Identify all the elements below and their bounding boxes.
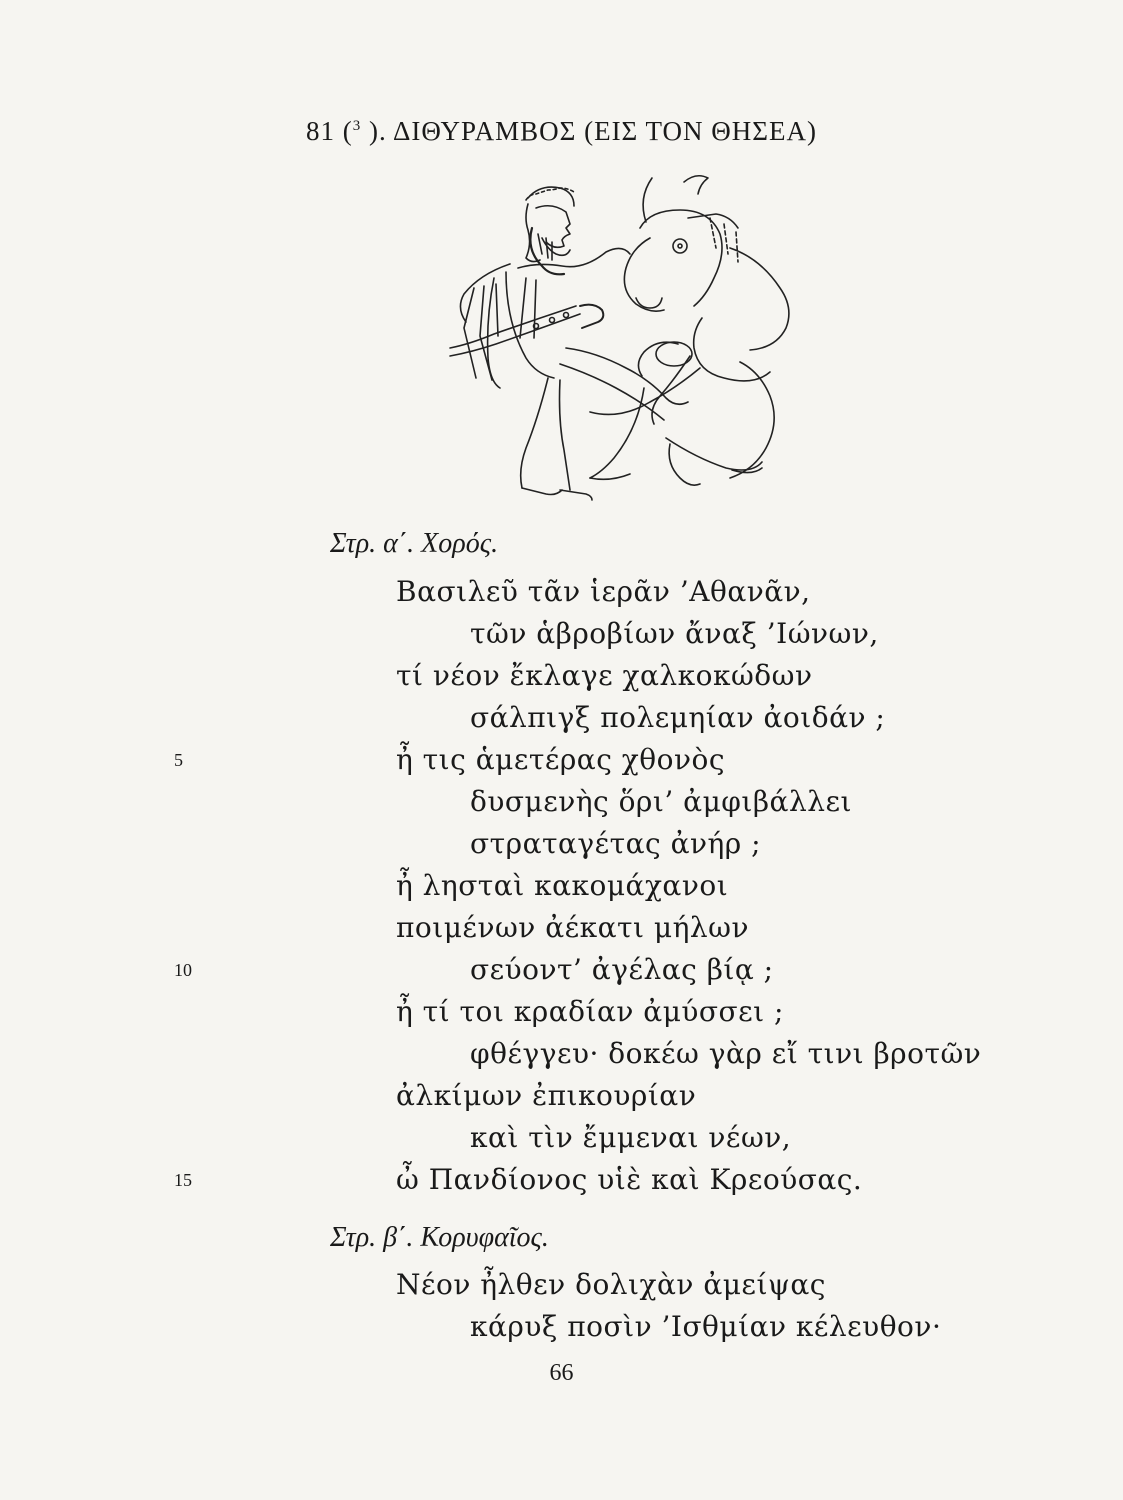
verse-line: ἦ τί τοι κραδίαν ἀμύσσει ; bbox=[396, 995, 784, 1028]
verse-line: στραταγέτας ἀνήρ ; bbox=[470, 827, 762, 860]
verse-line: καὶ τὶν ἔμμεναι νέων, bbox=[470, 1121, 792, 1154]
line-number: 5 bbox=[174, 750, 183, 770]
verse-line: ἦ τις ἁμετέρας χθονὸς bbox=[396, 743, 726, 776]
verse-line: ἦ λησταὶ κακομάχανοι bbox=[396, 869, 729, 902]
verse-line: σάλπιγξ πολεμηίαν ἀοιδάν ; bbox=[470, 701, 886, 734]
verse-line: τῶν ἁβροβίων ἄναξ ’Ιώνων, bbox=[470, 617, 879, 650]
verse-line: κάρυξ ποσὶν ’Ισθμίαν κέλευθον· bbox=[470, 1310, 942, 1343]
verse-line: φθέγγευ· δοκέω γὰρ εἴ τινι βροτῶν bbox=[470, 1037, 982, 1070]
verse-line: τί νέον ἔκλαγε χαλκοκώδων bbox=[396, 659, 813, 692]
poem-number: 81 bbox=[306, 116, 336, 146]
strophe-1-heading: Στρ. α΄. Χορός. bbox=[330, 528, 499, 559]
verse-line: σεύοντ’ ἀγέλας βίᾳ ; bbox=[470, 953, 774, 986]
verse-line: Νέον ἦλθεν δολιχὰν ἀμείψας bbox=[396, 1268, 826, 1301]
verse-line: ποιμένων ἀέκατι μήλων bbox=[396, 911, 749, 944]
page-number: 66 bbox=[549, 1360, 574, 1386]
theseus-minotaur-vase-drawing-icon bbox=[440, 168, 840, 513]
poem-title-text: ΔΙΘΥΡΑΜΒΟΣ (ΕΙΣ ΤΟΝ ΘΗΣΕΑ) bbox=[393, 116, 817, 146]
poem-title bbox=[0, 116, 1123, 147]
strophe-2-heading: Στρ. β΄. Κορυφαῖος. bbox=[330, 1222, 549, 1253]
verse-line: δυσμενὴς ὅρι’ ἀμφιβάλλει bbox=[470, 785, 852, 818]
line-number: 15 bbox=[174, 1170, 192, 1190]
verse-line: ὦ Πανδίονος υἱὲ καὶ Κρεούσας. bbox=[396, 1163, 863, 1196]
verse-line: ἀλκίμων ἐπικουρίαν bbox=[396, 1079, 697, 1112]
line-number: 10 bbox=[174, 960, 192, 980]
poem-ref: ($^3$ ). bbox=[342, 116, 387, 146]
verse-line: Βασιλεῦ τᾶν ἱερᾶν ’Αθανᾶν, bbox=[396, 575, 811, 608]
